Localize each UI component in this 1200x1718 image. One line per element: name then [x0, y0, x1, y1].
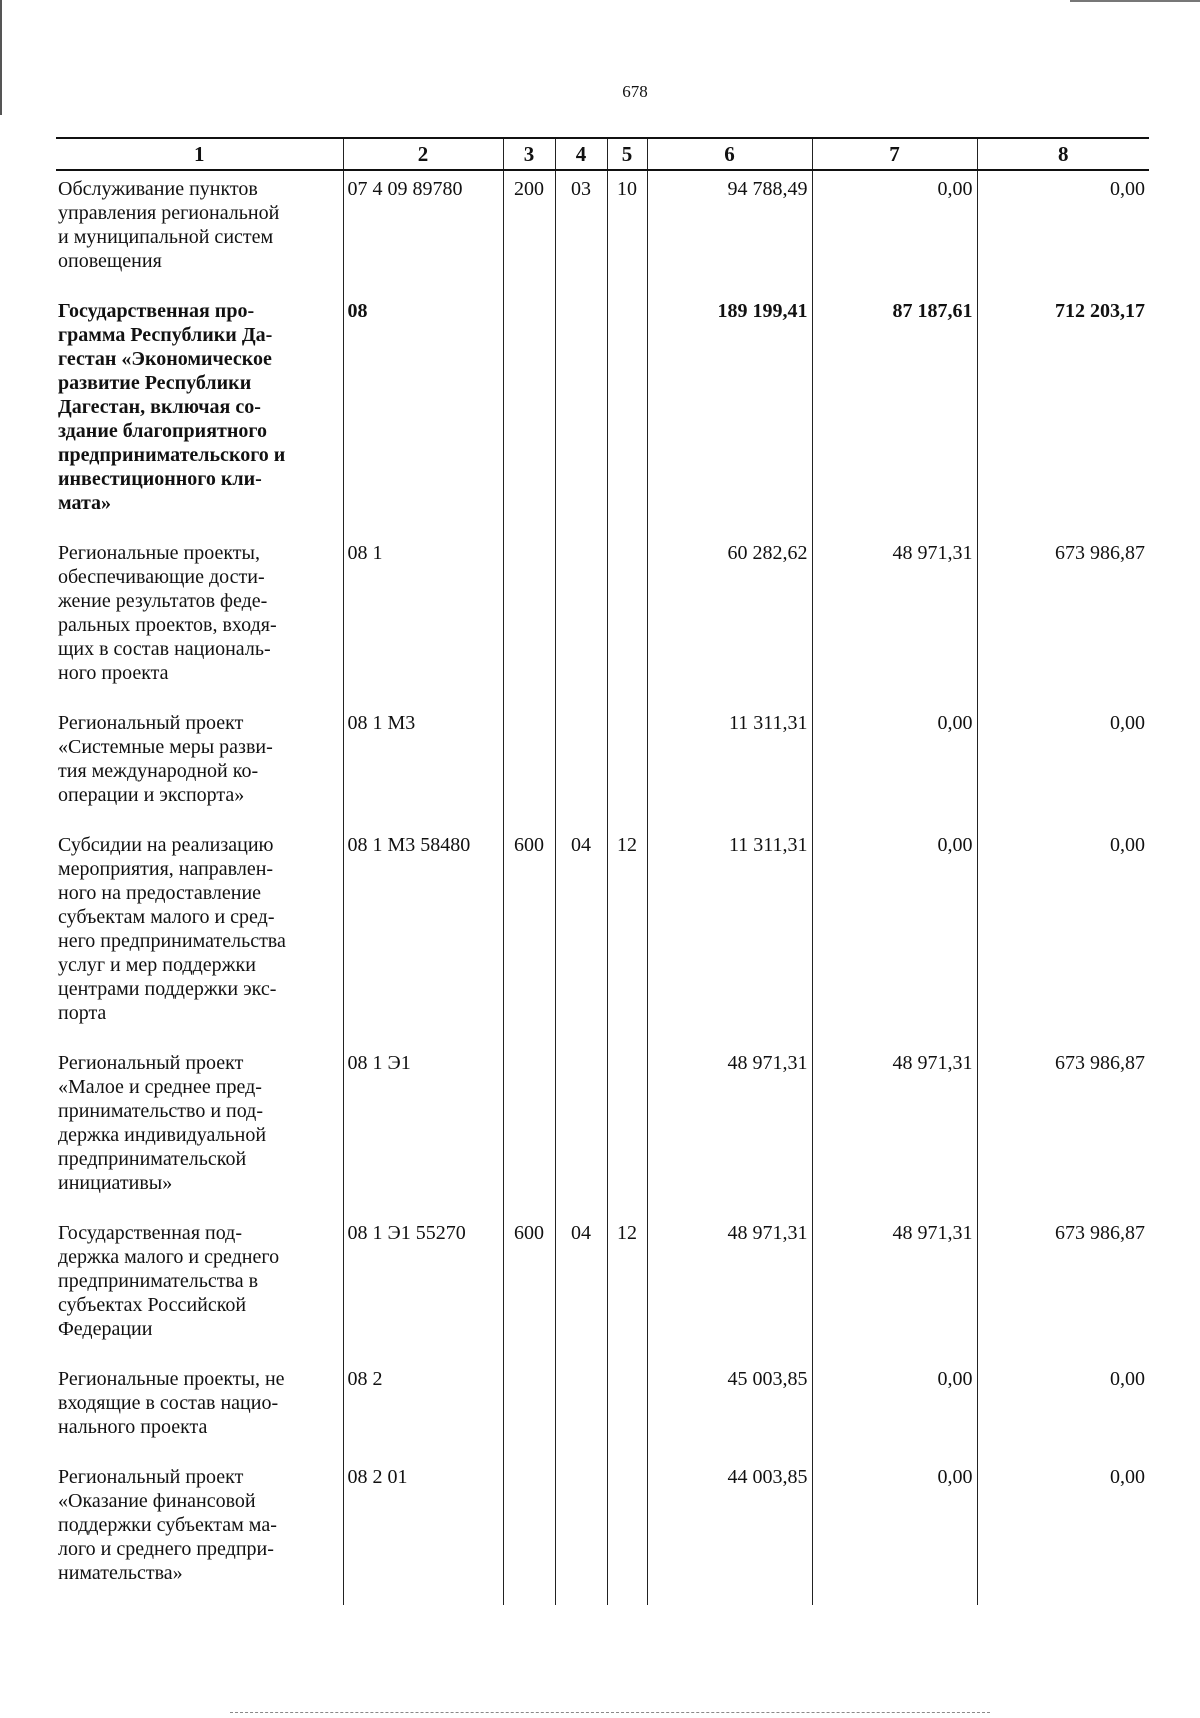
- row-amount-col8: 673 986,87: [977, 1045, 1149, 1215]
- row-name-line: жение результатов феде-: [58, 590, 268, 612]
- column-header: 5: [607, 138, 647, 170]
- row-amount-col6: 48 971,31: [647, 1045, 812, 1215]
- row-name: [56, 293, 343, 535]
- row-name-line: ральных проектов, входя-: [58, 614, 277, 636]
- row-name-line: принимательство и под-: [58, 1100, 263, 1122]
- row-section: 04: [555, 827, 607, 1045]
- page-number: 678: [622, 82, 648, 101]
- row-name-line: Региональный проект: [58, 1466, 244, 1488]
- row-amount-col7: 0,00: [812, 705, 977, 827]
- row-amount-col6: 11 311,31: [647, 705, 812, 827]
- row-section: [555, 705, 607, 827]
- column-header: 3: [503, 138, 555, 170]
- budget-table: [56, 137, 1149, 1605]
- row-name-line: мата»: [58, 492, 112, 514]
- column-header: 6: [647, 138, 812, 170]
- column-header: 2: [343, 138, 503, 170]
- row-name-line: держка малого и среднего: [58, 1246, 280, 1268]
- row-expense-type: [503, 705, 555, 827]
- row-code: 08 1 М3: [343, 705, 503, 827]
- row-amount-col8: 0,00: [977, 827, 1149, 1045]
- row-code: 07 4 09 89780: [343, 170, 503, 293]
- row-amount-col8: 0,00: [977, 170, 1149, 293]
- column-header: 4: [555, 138, 607, 170]
- row-name-line: обеспечивающие дости-: [58, 566, 265, 588]
- row-amount-col6: 189 199,41: [647, 293, 812, 535]
- row-amount-col8: 712 203,17: [977, 293, 1149, 535]
- row-name-line: центрами поддержки экс-: [58, 978, 277, 1000]
- row-amount-col6: 60 282,62: [647, 535, 812, 705]
- row-name-line: держка индивидуальной: [58, 1124, 267, 1146]
- row-section: 03: [555, 170, 607, 293]
- table-row: [56, 1215, 1149, 1361]
- row-name-line: грамма Республики Да-: [58, 324, 273, 346]
- row-amount-col6: 94 788,49: [647, 170, 812, 293]
- row-name: [56, 1361, 343, 1459]
- row-amount-col7: 48 971,31: [812, 1215, 977, 1361]
- row-section: [555, 1459, 607, 1605]
- row-subsection: [607, 1361, 647, 1459]
- row-subsection: [607, 1459, 647, 1605]
- row-name-line: предпринимательства в: [58, 1270, 259, 1292]
- row-name: [56, 705, 343, 827]
- row-name-line: лого и среднего предпри-: [58, 1538, 274, 1560]
- row-name-line: Региональные проекты,: [58, 542, 260, 564]
- row-name-line: Региональные проекты, не: [58, 1368, 285, 1390]
- row-subsection: [607, 705, 647, 827]
- row-name-line: гестан «Экономическое: [58, 348, 272, 370]
- row-amount-col8: 673 986,87: [977, 1215, 1149, 1361]
- row-name-line: развитие Республики: [58, 372, 252, 394]
- row-expense-type: [503, 535, 555, 705]
- row-name: [56, 1045, 343, 1215]
- row-subsection: 12: [607, 827, 647, 1045]
- row-amount-col7: 87 187,61: [812, 293, 977, 535]
- row-code: 08 1: [343, 535, 503, 705]
- row-name-line: услуг и мер поддержки: [58, 954, 256, 976]
- row-expense-type: [503, 1361, 555, 1459]
- row-amount-col8: 673 986,87: [977, 535, 1149, 705]
- row-amount-col7: 48 971,31: [812, 535, 977, 705]
- row-code: 08 1 М3 58480: [343, 827, 503, 1045]
- row-name-line: здание благоприятного: [58, 420, 267, 442]
- row-name: [56, 1215, 343, 1361]
- row-code: 08 2: [343, 1361, 503, 1459]
- column-header: 8: [977, 138, 1149, 170]
- row-expense-type: 200: [503, 170, 555, 293]
- table-row: [56, 535, 1149, 705]
- row-expense-type: [503, 1459, 555, 1605]
- table-row: [56, 827, 1149, 1045]
- row-subsection: [607, 1045, 647, 1215]
- row-name-line: Региональный проект: [58, 1052, 244, 1074]
- row-expense-type: [503, 293, 555, 535]
- row-name-line: поддержки субъектам ма-: [58, 1514, 277, 1536]
- scan-edge-bottom: [230, 1712, 990, 1714]
- row-expense-type: 600: [503, 1215, 555, 1361]
- row-name-line: Субсидии на реализацию: [58, 834, 274, 856]
- row-amount-col8: 0,00: [977, 1459, 1149, 1605]
- row-amount-col7: 0,00: [812, 827, 977, 1045]
- table-row: [56, 1459, 1149, 1605]
- row-name-line: субъектам малого и сред-: [58, 906, 275, 928]
- row-section: 04: [555, 1215, 607, 1361]
- table-row: [56, 1361, 1149, 1459]
- column-number-header: [56, 138, 1149, 170]
- row-subsection: 12: [607, 1215, 647, 1361]
- scan-edge-top: [1070, 0, 1200, 2]
- table-row: [56, 293, 1149, 535]
- row-name-line: и муниципальной систем: [58, 226, 274, 248]
- row-amount-col6: 11 311,31: [647, 827, 812, 1045]
- row-code: 08: [343, 293, 503, 535]
- row-expense-type: [503, 1045, 555, 1215]
- row-subsection: [607, 293, 647, 535]
- row-code: 08 1 Э1 55270: [343, 1215, 503, 1361]
- row-name-line: входящие в состав нацио-: [58, 1392, 279, 1414]
- row-section: [555, 293, 607, 535]
- row-section: [555, 535, 607, 705]
- row-name-line: Федерации: [58, 1318, 153, 1340]
- row-amount-col6: 48 971,31: [647, 1215, 812, 1361]
- row-name-line: оповещения: [58, 250, 162, 272]
- row-name-line: тия международной ко-: [58, 760, 259, 782]
- row-amount-col7: 0,00: [812, 1361, 977, 1459]
- row-amount-col7: 0,00: [812, 170, 977, 293]
- row-amount-col6: 44 003,85: [647, 1459, 812, 1605]
- row-name: [56, 535, 343, 705]
- column-header: 1: [56, 138, 343, 170]
- column-header: 7: [812, 138, 977, 170]
- row-amount-col7: 48 971,31: [812, 1045, 977, 1215]
- row-name-line: управления региональной: [58, 202, 280, 224]
- row-amount-col8: 0,00: [977, 705, 1149, 827]
- row-name-line: Обслуживание пунктов: [58, 178, 258, 200]
- row-name-line: предпринимательского и: [58, 444, 286, 466]
- row-amount-col6: 45 003,85: [647, 1361, 812, 1459]
- row-name-line: инвестиционного кли-: [58, 468, 262, 490]
- row-name-line: него предпринимательства: [58, 930, 286, 952]
- row-name-line: Государственная про-: [58, 300, 255, 322]
- row-section: [555, 1361, 607, 1459]
- row-name-line: ного на предоставление: [58, 882, 262, 904]
- row-name-line: нального проекта: [58, 1416, 208, 1438]
- table-body: [56, 170, 1149, 1605]
- row-name-line: субъектах Российской: [58, 1294, 247, 1316]
- table-row: [56, 170, 1149, 293]
- row-section: [555, 1045, 607, 1215]
- row-name-line: мероприятия, направлен-: [58, 858, 274, 880]
- row-amount-col7: 0,00: [812, 1459, 977, 1605]
- row-name-line: нимательства»: [58, 1562, 183, 1584]
- table-row: [56, 1045, 1149, 1215]
- row-amount-col8: 0,00: [977, 1361, 1149, 1459]
- table-row: [56, 705, 1149, 827]
- row-name: [56, 1459, 343, 1605]
- row-code: 08 2 01: [343, 1459, 503, 1605]
- row-name-line: порта: [58, 1002, 107, 1024]
- row-subsection: [607, 535, 647, 705]
- row-name-line: «Системные меры разви-: [58, 736, 273, 758]
- row-name-line: Дагестан, включая со-: [58, 396, 261, 418]
- row-name-line: щих в состав националь-: [58, 638, 271, 660]
- row-name-line: Государственная под-: [58, 1222, 242, 1244]
- row-name-line: операции и экспорта»: [58, 784, 245, 806]
- row-subsection: 10: [607, 170, 647, 293]
- row-name: [56, 827, 343, 1045]
- row-name-line: инициативы»: [58, 1172, 173, 1194]
- row-expense-type: 600: [503, 827, 555, 1045]
- row-name-line: «Оказание финансовой: [58, 1490, 256, 1512]
- row-name-line: ного проекта: [58, 662, 169, 684]
- row-name-line: «Малое и среднее пред-: [58, 1076, 262, 1098]
- row-name-line: предпринимательской: [58, 1148, 247, 1170]
- row-code: 08 1 Э1: [343, 1045, 503, 1215]
- row-name-line: Региональный проект: [58, 712, 244, 734]
- row-name: [56, 170, 343, 293]
